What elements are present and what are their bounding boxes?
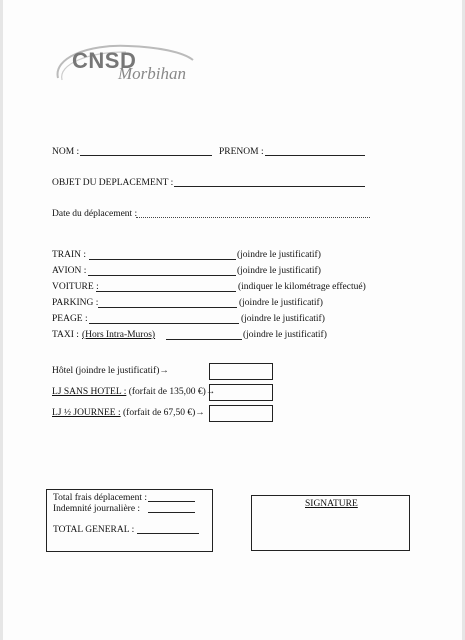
page-edge-left	[0, 0, 3, 640]
lj-sans-hotel-row	[52, 388, 215, 398]
total-frais-field[interactable]	[148, 501, 195, 502]
date-field[interactable]	[136, 217, 370, 218]
taxi-sublabel: (Hors Intra-Muros)	[82, 330, 156, 340]
avion-note: (joindre le justificatif)	[237, 266, 321, 276]
lj-demi-journee-box[interactable]	[209, 405, 273, 422]
avion-field[interactable]	[88, 275, 236, 276]
voiture-label: VOITURE :	[52, 282, 99, 292]
hotel-label-text: Hôtel (joindre le justificatif)	[52, 366, 160, 376]
voiture-field[interactable]	[96, 291, 236, 292]
train-note: (joindre le justificatif)	[237, 250, 321, 260]
parking-label: PARKING :	[52, 298, 99, 308]
peage-label: PEAGE :	[52, 314, 88, 324]
indemnite-label: Indemnité journalière :	[53, 504, 141, 514]
arrow-right-icon: →	[205, 387, 216, 397]
total-general-label: TOTAL GENERAL :	[53, 525, 135, 535]
parking-note: (joindre le justificatif)	[239, 298, 323, 308]
taxi-field[interactable]	[166, 339, 242, 340]
total-frais-label: Total frais déplacement :	[53, 493, 148, 503]
taxi-label: TAXI :	[52, 330, 79, 340]
nom-label: NOM :	[52, 147, 80, 157]
lj-demi-journee-label: LJ ½ JOURNEE :	[52, 408, 121, 418]
date-label: Date du déplacement :	[52, 209, 138, 219]
indemnite-field[interactable]	[148, 512, 195, 513]
taxi-note: (joindre le justificatif)	[243, 330, 327, 340]
lj-sans-hotel-note: (forfait de 135,00 €)	[128, 387, 206, 397]
voiture-note: (indiquer le kilométrage effectué)	[238, 282, 366, 292]
lj-demi-journee-note: (forfait de 67,50 €)	[123, 408, 196, 418]
logo-brand-text: CNSD	[72, 48, 137, 73]
logo-region-text: Morbihan	[118, 64, 186, 83]
arrow-right-icon: →	[195, 408, 205, 418]
train-field[interactable]	[89, 259, 236, 260]
peage-field[interactable]	[89, 323, 239, 324]
parking-field[interactable]	[98, 307, 237, 308]
prenom-label: PRENOM :	[219, 147, 264, 157]
hotel-amount-box[interactable]	[209, 363, 273, 380]
objet-field[interactable]	[174, 186, 365, 187]
hotel-label	[52, 367, 169, 377]
objet-label: OBJET DU DEPLACEMENT :	[52, 178, 174, 188]
lj-sans-hotel-box[interactable]	[209, 384, 273, 401]
signature-label: SIGNATURE	[305, 499, 358, 509]
nom-field[interactable]	[80, 155, 212, 156]
avion-label: AVION :	[52, 266, 87, 276]
peage-note: (joindre le justificatif)	[241, 314, 325, 324]
train-label: TRAIN :	[52, 250, 87, 260]
prenom-field[interactable]	[265, 155, 365, 156]
lj-sans-hotel-label: LJ SANS HOTEL :	[52, 387, 127, 397]
arrow-right-icon: →	[159, 366, 169, 376]
total-general-field[interactable]	[137, 533, 199, 534]
lj-demi-journee-row	[52, 409, 205, 419]
